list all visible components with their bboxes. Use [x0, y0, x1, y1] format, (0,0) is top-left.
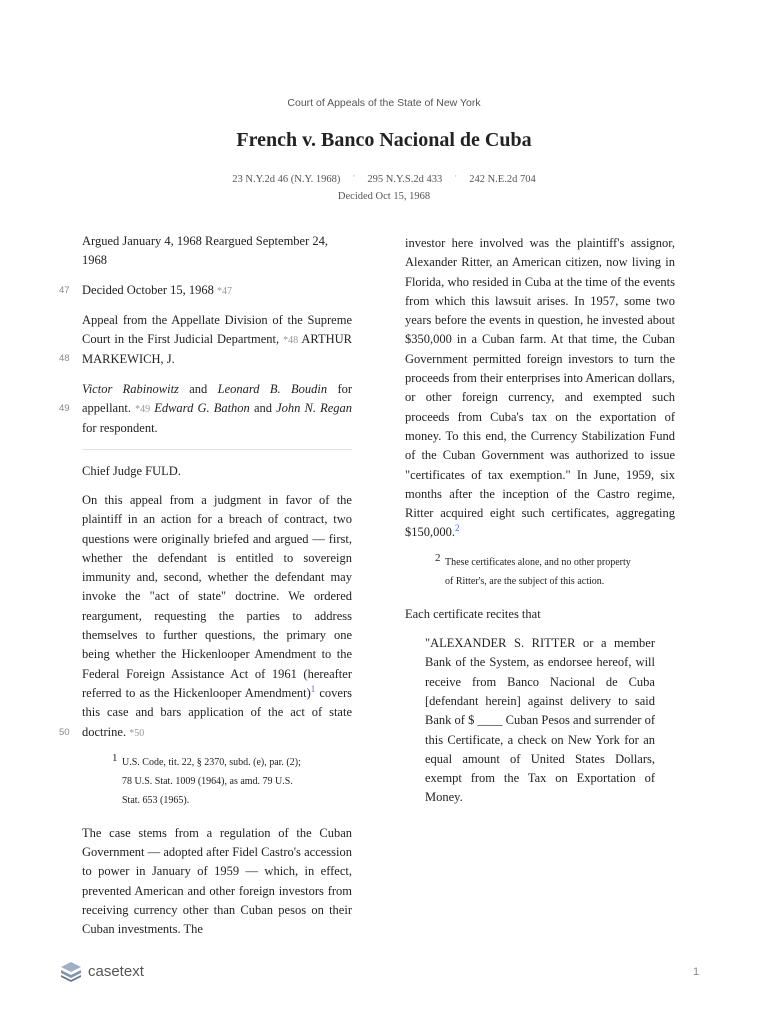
argued-paragraph: Argued January 4, 1968 Reargued September 24, 1968	[82, 234, 329, 268]
citation-separator: ·	[454, 171, 458, 181]
margin-page-number: 47	[59, 284, 70, 296]
decided-text: Decided October 15, 1968	[82, 282, 214, 297]
citations	[0, 171, 768, 185]
decided-paragraph	[59, 281, 352, 301]
counsel-paragraph	[59, 380, 353, 439]
star-page: *48	[283, 335, 299, 347]
footnote-ref-1[interactable]: 1	[310, 683, 316, 694]
casetext-logo-icon	[60, 960, 82, 982]
margin-page-number: 49	[59, 402, 70, 414]
citation-2: 295 N.Y.S.2d 433	[367, 174, 443, 185]
decided-date: Decided Oct 15, 1968	[337, 191, 431, 202]
opinion-text: On this appeal from a judgment in favor of the plaintiff in an action for a breach of contract, two questions were originally briefed and argued — first, whether the defendant is entitled to sovereign immunity and, second, whether the defendant may invoke the "act of state" doctrine. We ordered reargument, requesting the parties to address themselves to further questions, the primary one being whether the Hickenlooper Amendment to the Federal Foreign Assistance Act of 1961 (hereafter referred to as the Hickenlooper Amendment)	[82, 492, 352, 700]
counsel-role: for respondent.	[82, 421, 158, 436]
margin-page-number: 48	[59, 352, 70, 364]
footnote-text: U.S. Code, tit. 22, § 2370, subd. (e), par. (2); 78 U.S. Stat. 1009 (1964), as amd. 79 U.S. Stat. 653 (1965).	[122, 756, 301, 806]
page-number: 1	[693, 966, 700, 978]
counsel-name: Victor Rabinowitz	[82, 381, 179, 396]
counsel-role: for appellant.	[82, 381, 353, 416]
court-name: Court of Appeals of the State of New York	[287, 97, 481, 109]
counsel-name: Edward G. Bathon	[154, 401, 250, 416]
citation-3: 242 N.E.2d 704	[469, 174, 536, 185]
case-title: French v. Banco Nacional de Cuba	[236, 129, 532, 151]
opinion-text: covers this case and bars application of the act of state doctrine.	[82, 685, 353, 739]
footnote-number: 2	[435, 551, 441, 564]
footnote-ref-2[interactable]: 2	[455, 523, 460, 534]
appeal-judge: ARTHUR MARKEWICH, J.	[82, 332, 353, 367]
star-page: *50	[129, 727, 145, 739]
judge-heading: Chief Judge FULD.	[82, 463, 181, 478]
footnote-text: These certificates alone, and no other property of Ritter's, are the subject of this action.	[445, 556, 631, 587]
footnote-2	[435, 551, 635, 591]
right-column	[405, 234, 675, 818]
opinion-paragraph	[59, 491, 353, 743]
opinion-paragraph: The case stems from a regulation of the Cuban Government — adopted after Fidel Castro's accession to power in January of 1959 — which, in effect, prevented American and other foreign investors from receiving currency other than Cuban pesos on their Cuban investments. The	[82, 825, 352, 937]
footnote-number: 1	[112, 751, 118, 764]
appeal-paragraph	[59, 311, 353, 370]
brand-name: casetext	[88, 962, 144, 980]
counsel-conjunction: and	[189, 381, 208, 396]
star-page: *49	[135, 404, 151, 416]
block-quote: "ALEXANDER S. RITTER or a member Bank of the System, as endorsee hereof, will receive from Banco Nacional de Cuba [defendant herein] against delivery to said Bank of $ ____ Cuban Pesos and surrender of this Certificate, a check on New York for an equal amount of United States Dollars, exempt from the Tax on Exportation of Money.	[425, 636, 655, 805]
appeal-text: Appeal from the Appellate Division of the Supreme Court in the First Judicial Department,	[82, 312, 352, 347]
counsel-name: Leonard B. Boudin	[217, 381, 328, 396]
margin-page-number: 50	[59, 726, 70, 738]
opinion-text: investor here involved was the plaintiff's assignor, Alexander Ritter, an American citizen, now living in Florida, who resided in Cuba at the time of the events from which this lawsuit arises. In 1957, some two years before the events in question, he invested about $350,000 in a Cuban farm. At that time, the Cuban Government permitted foreign investors to turn the proceeds from their enterprises into American dollars, or other foreign currency, and exempted such proceeds from Cuba's tax on the exportation of money. To this end, the Currency Stabilization Fund of the Cuban Government was authorized to issue "certificates of tax exemption." In June, 1959, six months after the inception of the Castro regime, Ritter acquired eight such certificates, aggregating $150,000.	[405, 236, 675, 540]
section-divider	[82, 449, 352, 450]
counsel-conjunction: and	[253, 401, 272, 416]
star-page: *47	[217, 285, 233, 297]
opinion-paragraph	[405, 234, 675, 543]
footnote-1	[112, 751, 312, 810]
counsel-name: John N. Regan	[276, 401, 353, 416]
citation-1: 23 N.Y.2d 46 (N.Y. 1968)	[232, 174, 341, 185]
opinion-paragraph: Each certificate recites that	[405, 606, 541, 621]
casetext-brand[interactable]	[60, 960, 144, 982]
left-column	[59, 232, 353, 950]
citation-separator: ·	[352, 171, 356, 181]
